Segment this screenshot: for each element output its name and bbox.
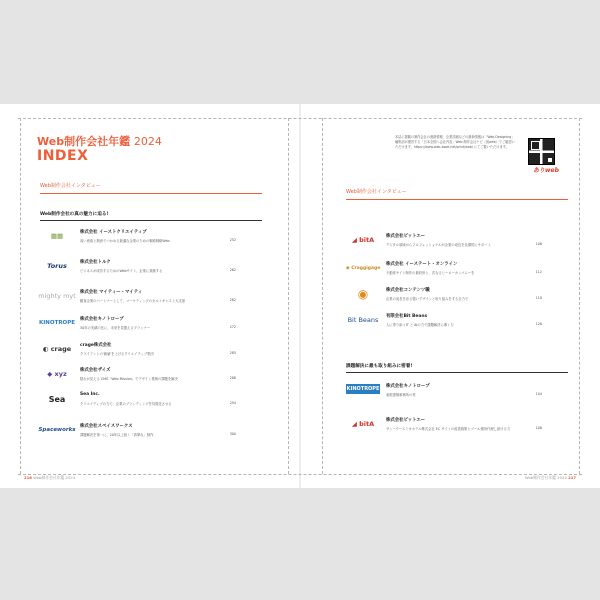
footer-left-text: Web制作会社年鑑 2024 [33,475,76,480]
company-desc: サンハウースミキホテル株式会社 EC サイトの改善施策とゴール運用代理し続ける力 [386,427,511,431]
crop-guide-gutter-left [288,118,289,474]
company-logo: Torus [47,262,67,270]
company-desc: 東根建築事務所の巻 [386,393,416,397]
footer-right-text: Web制作会社年鑑 2024 [524,475,567,480]
company-logo: Spaceworks [38,427,76,433]
page-number: 112 [535,270,542,274]
company-logo: Sea [48,394,66,404]
list-item[interactable] [346,230,542,250]
company-name: Sea Inc. [80,392,100,397]
company-desc: ビジネスが成功するためのWebサイト、企業に貢献する [80,269,163,273]
page-number: 294 [229,401,236,405]
list-item[interactable] [40,389,236,409]
page-number: 300 [229,432,236,436]
section-rule-left [40,193,262,194]
company-name: 株式会社ビットエー [386,418,426,423]
company-name: 株式会社 イーステート・オンライン [386,262,458,267]
crop-guide-bottom [18,474,582,475]
section-rule-right [346,199,568,200]
company-desc: クリエイティブの力で、企業のブランディングを具現化させる [80,402,172,406]
company-desc: 企業の成長を計る強いデザインと取り組みをする全力で [386,297,469,301]
section-label-left: Web制作会社インタビュー [40,183,101,189]
company-desc: 隠れが見える CMS「Web Mission」でデザイン業務の課題を解決 [80,377,178,381]
company-name: 株式会社 マイティー・マイティ [80,290,143,295]
page-number: 285 [229,351,236,355]
sub-heading-left: Web制作会社の真の魅力に迫る! [40,212,109,217]
page-number: 262 [229,298,236,302]
company-desc: 30年の実績の先に、未来を見据えるプランナー [80,326,151,330]
company-logo: mighty myt [38,292,76,300]
list-item[interactable] [346,414,542,434]
sub-heading-right: 課題解決に最も取り組みに密着! [346,364,413,369]
company-logo: ▦▦ [50,232,64,240]
company-name: 株式会社キノトロープ [386,384,430,389]
company-logo: Bit Beans [347,316,379,324]
list-item[interactable] [40,339,236,359]
company-logo: ◉ Craggigage [345,265,381,271]
crop-guide-top [18,118,582,119]
page-gutter [299,104,301,488]
list-item[interactable] [346,380,542,400]
company-logo: ◢ bitA [351,420,375,428]
notice-text: 本誌に掲載の制作会社の連絡情報、企業詳細などの最新情報は「Web Designing」編集部が運営する「日本全国へ会社内容」Web 制作会社ナビ（仮web）でご確認いただけます。https://www.web-book.net/print/web/ にてご覧いただけます。 [395,135,515,149]
page-number-right: 217 [568,475,576,480]
page-number: 262 [229,268,236,272]
page-number: 252 [229,238,236,242]
company-name: 株式会社トルク [80,260,111,265]
company-name: 有限会社Bit Beans [386,314,428,319]
company-logo: ◉ [357,287,369,301]
footer-left [24,475,75,481]
index-heading: INDEX [37,148,89,164]
list-item[interactable] [40,226,236,246]
page-title: Web制作会社年鑑 2024 [37,135,162,148]
company-logo: KINOTROPE [346,386,380,392]
list-item[interactable] [40,256,236,276]
company-logo: KINOTROPE [38,320,76,326]
company-name: 株式会社キノトロープ [80,317,124,322]
crop-guide-left [20,118,21,474]
footer-right [525,475,576,481]
company-name: 株式会社ザイズ [80,368,111,373]
page-number: 288 [229,376,236,380]
crop-guide-right [579,118,580,474]
page-number: 272 [229,325,236,329]
brand-logo: ありweb [533,167,559,174]
company-name: 株式会社ビットエー [386,234,426,239]
company-desc: 人に寄り添うIT と AIの力で課題解決に導く力 [386,323,454,327]
crop-guide-gutter-right [322,118,323,474]
section-label-right: Web制作会社インタビュー [346,189,407,195]
sub-rule-left [40,220,262,221]
company-desc: デジタル領域からフロフェッショナルが企業の成長を長期的にサポート [386,243,491,247]
list-item[interactable] [346,258,542,278]
company-name: 株式会社 イーストクリエイティブ [80,230,147,235]
company-desc: 高い意欲と熱意でつかめる最適な企業のための戦略戦略Web [80,239,170,243]
list-item[interactable] [346,310,542,330]
company-name: 株式会社スペイスワークス [80,424,133,429]
page-number: 108 [535,426,542,430]
page-number: 118 [535,296,542,300]
company-desc: 顧客企業のパートナーとして、マーケティングのカルトキャスト大支援 [80,299,186,303]
list-item[interactable] [40,420,236,440]
list-item[interactable] [346,284,542,304]
company-logo: ◆ xyz [47,370,67,378]
list-item[interactable] [40,286,236,306]
company-desc: クライアントの'価値'を上げるクリエイティブ集団 [80,352,154,356]
company-logo: ◢ bitA [351,236,375,244]
page-number: 106 [535,242,542,246]
page-number: 126 [535,322,542,326]
list-item[interactable] [40,364,236,384]
company-logo: ◐ crage [42,345,72,353]
page-number-left: 216 [24,475,32,480]
company-desc: 課題解決を第一に、20年以上続く「真摯な」制作 [80,433,154,437]
company-name: crage株式会社 [80,343,112,348]
list-item[interactable] [40,313,236,333]
company-desc: 不動産サイト制作の最終形と、次なるヒーローカンパニーを [386,271,475,275]
page-number: 104 [535,392,542,396]
sub-rule-right [346,372,568,373]
company-name: 株式会社コンテンツ職 [386,288,430,293]
qr-code-icon[interactable] [528,138,555,165]
